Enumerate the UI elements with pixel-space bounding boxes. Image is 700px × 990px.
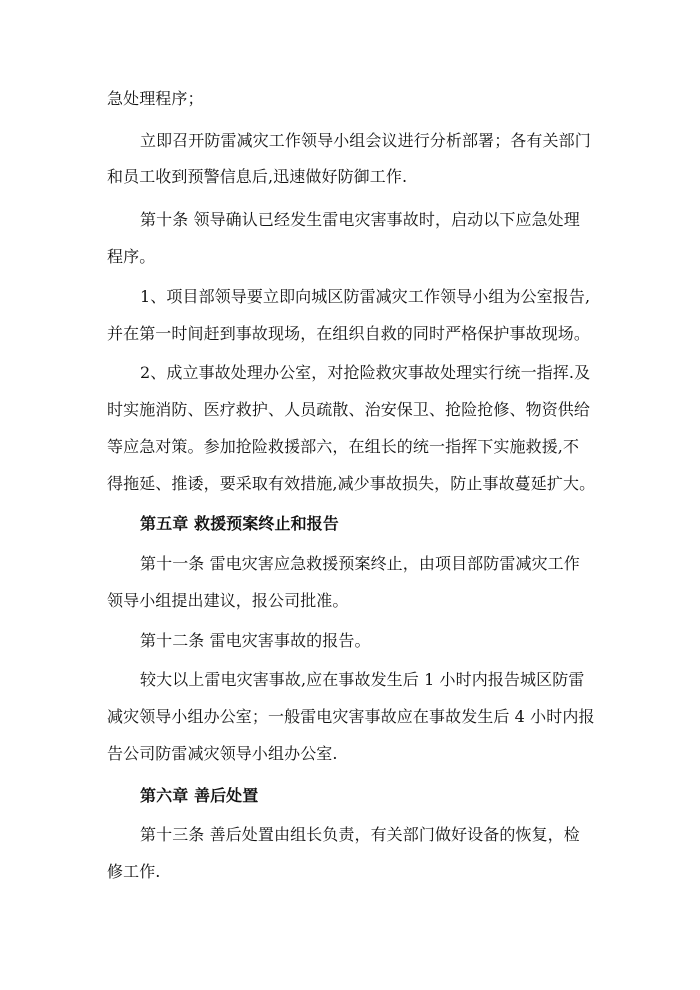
text-line: 等应急对策。参加抢险救援部六，在组长的统一指挥下实施救援,不 (107, 437, 580, 456)
chapter-heading: 第六章 善后处置 (140, 786, 259, 805)
text-line: 和员工收到预警信息后,迅速做好防御工作. (107, 167, 408, 186)
text-line: 第十二条 雷电灾害事故的报告。 (140, 631, 371, 650)
text-line: 急处理程序； (107, 89, 204, 108)
chapter-heading: 第五章 救援预案终止和报告 (140, 514, 339, 533)
text-line: 减灾领导小组办公室；一般雷电灾害事故应在事故发生后 4 小时内报 (107, 707, 595, 726)
text-line: 修工作. (107, 862, 161, 881)
text-line: 程序。 (107, 247, 156, 266)
text-line: 1、项目部领导要立即向城区防雷减灾工作领导小组为公室报告, (140, 287, 591, 306)
text-line: 时实施消防、医疗救护、人员疏散、治安保卫、抢险抢修、物资供给 (107, 400, 591, 419)
text-line: 较大以上雷电灾害事故,应在事故发生后 1 小时内报告城区防雷 (140, 670, 585, 689)
text-line: 第十一条 雷电灾害应急救援预案终止，由项目部防雷减灾工作 (140, 554, 580, 573)
text-line: 第十三条 善后处置由组长负责，有关部门做好设备的恢复，检 (140, 825, 580, 844)
text-line: 第十条 领导确认已经发生雷电灾害事故时，启动以下应急处理 (140, 210, 580, 229)
text-line: 领导小组提出建议，报公司批准。 (107, 591, 349, 610)
text-line: 2、成立事故处理办公室，对抢险救灾事故处理实行统一指挥.及 (140, 363, 591, 382)
text-line: 得拖延、推诿，要采取有效措施,减少事故损失，防止事故蔓延扩大。 (107, 474, 596, 493)
text-line: 立即召开防雷减灾工作领导小组会议进行分析部署；各有关部门 (140, 131, 591, 150)
text-line: 告公司防雷减灾领导小组办公室. (107, 744, 338, 763)
text-line: 并在第一时间赶到事故现场，在组织自救的同时严格保护事故现场。 (107, 324, 591, 343)
